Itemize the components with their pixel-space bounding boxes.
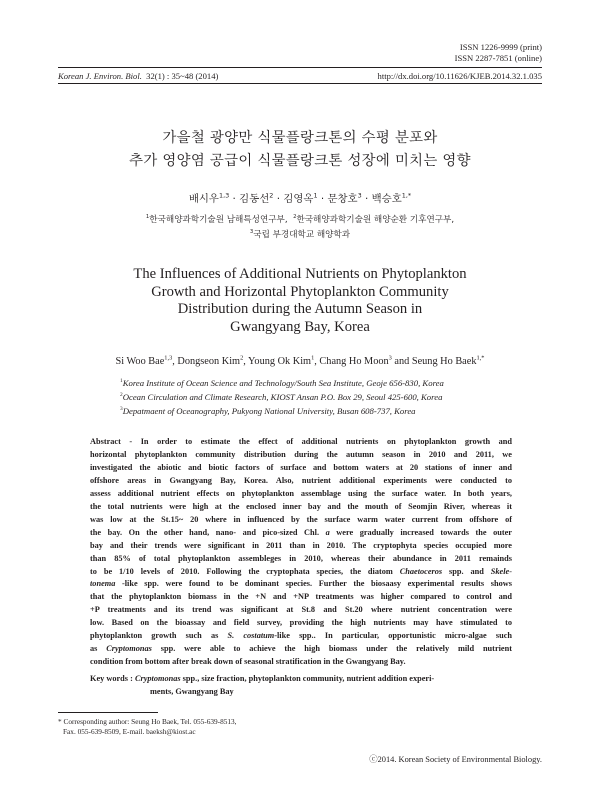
journal-citation <box>58 71 218 81</box>
abstract-line: phytoplankton growth such as S. costatum-like spp.. In particular, opportunistic micro-algae such <box>90 631 512 641</box>
english-author: Dongseon Kim <box>177 356 241 367</box>
abstract <box>90 436 512 669</box>
keywords <box>90 673 512 699</box>
affiliation-sup: 3 <box>120 406 123 413</box>
english-title-line: Distribution during the Autumn Season in <box>177 301 423 317</box>
affiliation-sup: 1 <box>145 214 150 221</box>
author-separator: · <box>317 193 328 205</box>
english-title-line: Growth and Horizontal Phytoplankton Community <box>151 283 449 300</box>
abstract-line: the total nutrients were high at the enclosed inner bay and the mouth of Seomjin River, whereas it <box>90 501 512 511</box>
korean-affiliation: 국립 부경대학교 해양학과 <box>253 230 351 240</box>
author-sup: 1,* <box>476 354 485 362</box>
affiliation-text: Korea Institute of Ocean Science and Technology/South Sea Institute, Geoje 656-830, Korea <box>122 378 444 388</box>
abstract-line: bay and their trends were significant in 2011 than in 2010. The cryptophyta species occupied more <box>90 540 512 550</box>
author-separator: · <box>361 193 372 205</box>
korean-title-line2: 추가 영양염 공급이 식물플랑크톤 성장에 미치는 영향 <box>129 153 471 169</box>
abstract-line: offshore areas in Gwangyang Bay, Korea. Also, nutrient additional experiments were conducted to <box>90 475 512 485</box>
korean-author: 김영옥 <box>283 193 314 205</box>
author-separator: · <box>229 193 240 205</box>
korean-affiliation: 한국해양과학기술원 해양순환 기후연구부, <box>296 215 455 225</box>
abstract-line: low. Based on the bioassay and field survey, providing the high nutrients may have stimulated to <box>90 618 512 628</box>
keywords-line2: ments, Gwangyang Bay <box>150 686 234 696</box>
korean-author: 백승호 <box>371 193 402 205</box>
keywords-text: spp., size fraction, phytoplankton community, nutrient addition experi- <box>180 674 435 683</box>
author-sup: 1 <box>311 354 315 362</box>
english-title-line: The Influences of Additional Nutrients on Phytoplankton <box>133 266 467 282</box>
author-sup: 1,3 <box>164 354 173 362</box>
korean-affiliations-line2 <box>0 228 600 240</box>
english-affiliation-3 <box>120 406 416 416</box>
abstract-line: than 85% of total phytoplankton assembleges in 2010, whereas their abundance in 2011 remainds <box>90 553 512 563</box>
abstract-line: +P treatments and its trend was significant at St.8 and St.20 where nutrient concentration were <box>90 605 512 615</box>
author-sup: 3 <box>357 191 362 200</box>
keyword-italic: Cryptomonas <box>134 674 181 683</box>
journal-name: Korean J. Environ. Biol. <box>58 71 142 81</box>
abstract-line: horizontal phytoplankton community distribution during the autumn season in 2010 and 2011, we <box>90 449 512 459</box>
affiliation-sup: 2 <box>293 214 297 221</box>
english-affiliation-2 <box>120 392 442 402</box>
header-rule-bottom <box>58 83 542 84</box>
english-authors: Si Woo Bae$^{1,3}$, Dongseon Kim$^2$, Young Ok Kim$^1$, Chang Ho Moon$^3$ and Seung Ho Baek$^{1,*}$ <box>115 354 485 367</box>
korean-affiliations-line1 <box>0 213 600 225</box>
journal-volume: 32(1) : 35~48 (2014) <box>146 71 219 81</box>
affiliation-sup: 3 <box>249 229 254 236</box>
english-author: Si Woo Bae <box>115 356 165 367</box>
author-sup: 1,3 <box>218 191 230 200</box>
english-title <box>0 266 600 336</box>
corresponding-author <box>58 717 237 736</box>
english-author: Young Ok Kim <box>248 356 312 367</box>
author-sup: 1,* <box>401 191 412 200</box>
affiliation-sup: 2 <box>120 392 123 399</box>
abstract-line: to be 1/10 levels of 2010. Following the cryptophata species, the diatom Chaetoceros spp. and Skele- <box>90 566 512 576</box>
issn-print: ISSN 1226-9999 (print) <box>459 42 542 52</box>
issn-online: ISSN 2287-7851 (online) <box>454 53 542 63</box>
abstract-line: tonema -like spp. were found to be dominant species. Further the biosaasy experimental results shows <box>90 579 512 589</box>
header-rule-top <box>58 67 542 68</box>
english-affiliation-1 <box>120 378 444 388</box>
korean-author: 김동선 <box>239 193 270 205</box>
author-sup: 1 <box>313 191 318 200</box>
abstract-line: that the phytoplankton biomass in the +N and +NP treatments was higher compared to control and <box>90 592 512 602</box>
issn-block <box>455 42 542 64</box>
abstract-line: as Cryptomonas spp. were able to achieve the high biomass under the relatively mild nutrient <box>90 644 512 654</box>
korean-author: 문창호 <box>327 193 358 205</box>
korean-authors <box>0 190 600 205</box>
abstract-line: was low at the St.15~ 20 where in influenced by the surface warm water current from offshore of <box>90 514 512 524</box>
author-sup: 2 <box>240 354 244 362</box>
author-sup: 2 <box>269 191 274 200</box>
corresponding-line2: Fax. 055-639-8509, E-mail. baeksh@kiost.ac <box>63 726 196 736</box>
author-sup: 3 <box>388 354 392 362</box>
affiliation-sup: 1 <box>120 378 123 385</box>
english-author: Seung Ho Baek <box>411 356 477 367</box>
corresponding-line1: * Corresponding author: Seung Ho Baek, Tel. 055-639-8513, <box>58 717 237 726</box>
doi-link[interactable]: http://dx.doi.org/10.11626/KJEB.2014.32.1.035 <box>377 71 542 81</box>
affiliation-text: Depatmaent of Oceanography, Pukyong National University, Busan 608-737, Korea <box>122 406 416 416</box>
korean-affiliation: 한국해양과학기술원 남해특성연구부, <box>149 215 288 225</box>
footnote-rule <box>58 712 158 713</box>
author-separator: · <box>273 193 284 205</box>
keywords-line1 <box>90 673 512 686</box>
abstract-line: Abstract - In order to estimate the effect of additional nutrients on phytoplankton growth and <box>90 437 512 446</box>
abstract-line: the bay. On the other hand, nano- and pico-sized Chl. a were gradually increased towards the outer <box>90 527 512 537</box>
english-author: Chang Ho Moon <box>319 356 389 367</box>
abstract-line: investigated the abiotic and biotic factors of surface and bottom waters at 20 stations of inner and <box>90 462 512 472</box>
english-title-line: Gwangyang Bay, Korea <box>230 318 370 335</box>
abstract-line: condition from bottom after break down of seasonal stratification in the Gwangyang Bay. <box>90 657 406 667</box>
abstract-line: assess additional nutrient effects on phytoplankton assemblage using the surface water. In both years, <box>90 488 512 498</box>
affiliation-text: Ocean Circulation and Climate Research, KIOST Ansan P.O. Box 29, Seoul 425-600, Korea <box>122 392 443 402</box>
korean-author: 배시우 <box>188 193 219 205</box>
keywords-label: Key words : <box>90 674 133 683</box>
korean-title-line1: 가을철 광양만 식물플랑크톤의 수평 분포와 <box>162 130 438 146</box>
copyright: ⓒ2014. Korean Society of Environmental Biology. <box>369 755 542 764</box>
